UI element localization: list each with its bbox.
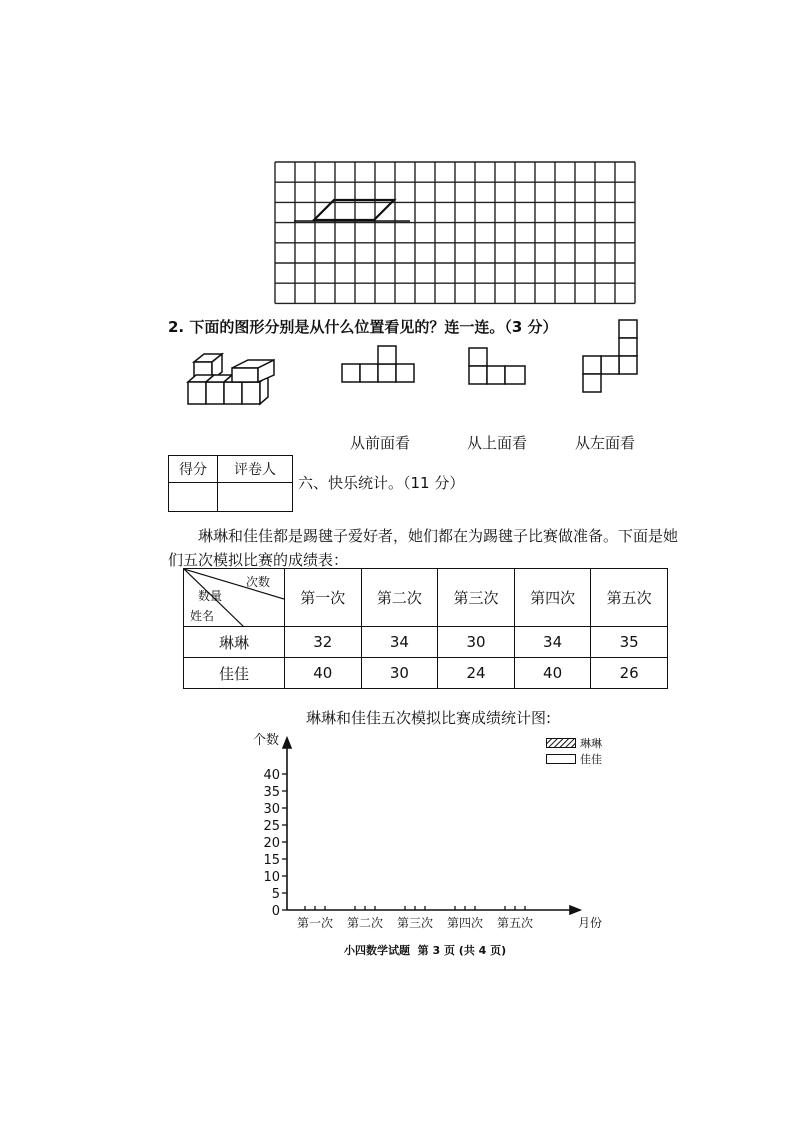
legend-label-linlin: 琳琳 (580, 737, 602, 750)
column-header: 第一次 (285, 569, 362, 627)
legend-label-jiajia: 佳佳 (580, 753, 602, 766)
table-cell: 26 (591, 658, 668, 689)
table-cell: 34 (514, 627, 591, 658)
x-axis-arrow (570, 906, 580, 914)
y-tick-label: 5 (271, 887, 280, 902)
row-name: 琳琳 (184, 627, 285, 658)
row-name: 佳佳 (184, 658, 285, 689)
x-tick-label: 第四次 (446, 916, 484, 930)
grader-label: 评卷人 (218, 456, 293, 483)
y-tick-label: 30 (263, 802, 280, 817)
option-front-view: 从前面看 (350, 434, 411, 452)
section6-title: 六、快乐统计。（11 分） (298, 474, 465, 492)
corner-times: 次数 (245, 575, 270, 589)
corner-quantity: 数量 (198, 589, 223, 603)
table-cell: 30 (438, 627, 515, 658)
chart-title: 琳琳和佳佳五次模拟比赛成绩统计图: (306, 709, 552, 727)
section6-intro-1: 琳琳和佳佳都是踢毽子爱好者，她们都在为踢毽子比赛做准备。下面是她 (198, 527, 679, 545)
x-tick-label: 第三次 (396, 916, 434, 930)
x-axis-label: 月份 (578, 916, 603, 930)
column-header: 第三次 (438, 569, 515, 627)
page-footer: 小四数学试题 第 3 页 (共 4 页) (344, 944, 507, 957)
y-axis-label: 个数 (253, 733, 280, 748)
table-cell: 35 (591, 627, 668, 658)
table-cell: 30 (361, 658, 438, 689)
y-tick-label: 15 (263, 853, 280, 868)
y-tick-label: 20 (263, 836, 280, 851)
x-tick-label: 第五次 (496, 916, 534, 930)
y-tick-label: 10 (263, 870, 280, 885)
table-cell: 24 (438, 658, 515, 689)
chart-legend (546, 735, 602, 767)
legend-swatch-jiajia (546, 754, 576, 764)
corner-name: 姓名 (190, 609, 215, 623)
table-cell: 34 (361, 627, 438, 658)
table-cell: 40 (514, 658, 591, 689)
q2-title: 2. 下面的图形分别是从什么位置看见的？连一连。（3 分） (168, 318, 558, 336)
y-tick-label: 25 (263, 819, 280, 834)
y-axis-arrow (283, 738, 291, 748)
table-cell: 32 (285, 627, 362, 658)
x-tick-label: 第一次 (296, 916, 334, 930)
x-tick-label: 第二次 (346, 916, 384, 930)
column-header: 第五次 (591, 569, 668, 627)
table-cell: 40 (285, 658, 362, 689)
column-header: 第四次 (514, 569, 591, 627)
y-tick-label: 35 (263, 785, 280, 800)
option-top-view: 从上面看 (467, 434, 528, 452)
score-label: 得分 (169, 456, 218, 483)
y-tick-label: 40 (263, 768, 280, 783)
legend-swatch-linlin (546, 738, 576, 748)
section6-intro-2: 们五次模拟比赛的成绩表： (168, 551, 349, 569)
column-header: 第二次 (361, 569, 438, 627)
y-tick-label: 0 (271, 904, 280, 919)
option-left-view: 从左面看 (575, 434, 636, 452)
